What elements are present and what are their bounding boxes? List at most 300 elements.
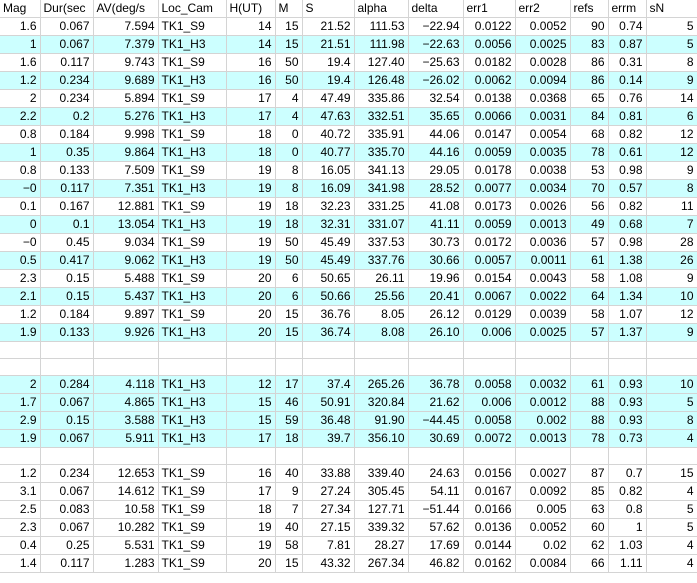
table-cell[interactable]: 331.25 [354,198,408,216]
table-cell[interactable]: 265.26 [354,376,408,394]
table-cell[interactable]: 8 [275,162,302,180]
table-cell[interactable]: 0.0136 [463,519,515,537]
table-cell[interactable]: 15 [275,18,302,36]
empty-cell[interactable] [302,359,354,376]
table-cell[interactable]: 0.0038 [515,162,570,180]
table-cell[interactable]: 58 [570,270,608,288]
table-cell[interactable]: 335.70 [354,144,408,162]
table-cell[interactable]: 7.81 [302,537,354,555]
empty-cell[interactable] [570,448,608,465]
table-cell[interactable]: 0.82 [608,483,646,501]
table-cell[interactable]: 0.0166 [463,501,515,519]
table-cell[interactable]: 57.62 [408,519,463,537]
table-cell[interactable]: 1.03 [608,537,646,555]
table-cell[interactable]: 0.0059 [463,144,515,162]
table-cell[interactable]: 25.56 [354,288,408,306]
table-cell[interactable]: 78 [570,430,608,448]
table-cell[interactable]: 24.63 [408,465,463,483]
table-cell[interactable]: 0.117 [40,180,93,198]
table-cell[interactable]: 10.58 [93,501,158,519]
table-cell[interactable]: 57 [570,234,608,252]
table-cell[interactable]: 86 [570,72,608,90]
table-cell[interactable]: TK1_H3 [158,72,226,90]
table-cell[interactable]: 19 [226,162,275,180]
table-cell[interactable]: 0.0026 [515,198,570,216]
table-cell[interactable]: 62 [570,537,608,555]
empty-cell[interactable] [275,448,302,465]
table-cell[interactable]: 68 [570,126,608,144]
table-cell[interactable]: 5 [646,36,697,54]
table-cell[interactable]: 335.86 [354,90,408,108]
table-cell[interactable]: 331.07 [354,216,408,234]
table-cell[interactable]: 28.27 [354,537,408,555]
table-cell[interactable]: 65 [570,90,608,108]
table-cell[interactable]: 0.8 [0,126,40,144]
table-cell[interactable]: 18 [226,501,275,519]
table-cell[interactable]: 5 [646,18,697,36]
table-cell[interactable]: 0.067 [40,18,93,36]
table-cell[interactable]: 21.51 [302,36,354,54]
table-cell[interactable]: 32.31 [302,216,354,234]
table-cell[interactable]: TK1_H3 [158,180,226,198]
column-header[interactable]: AV(deg/s [93,0,158,18]
table-cell[interactable]: −44.45 [408,412,463,430]
table-cell[interactable]: 16.09 [302,180,354,198]
table-cell[interactable]: 27.34 [302,501,354,519]
table-cell[interactable]: 12 [226,376,275,394]
table-cell[interactable]: 17 [226,90,275,108]
table-cell[interactable]: 2.5 [0,501,40,519]
table-cell[interactable]: 0.005 [515,501,570,519]
table-cell[interactable]: 64 [570,288,608,306]
table-cell[interactable]: 1.37 [608,324,646,342]
table-cell[interactable]: 30.73 [408,234,463,252]
table-cell[interactable]: 43.32 [302,555,354,573]
empty-cell[interactable] [40,359,93,376]
table-cell[interactable]: 0.0167 [463,483,515,501]
table-cell[interactable]: 0.0012 [515,394,570,412]
table-cell[interactable]: 10.282 [93,519,158,537]
table-cell[interactable]: 8 [646,180,697,198]
table-cell[interactable]: TK1_H3 [158,252,226,270]
table-cell[interactable]: 29.05 [408,162,463,180]
empty-cell[interactable] [646,342,697,359]
empty-cell[interactable] [608,342,646,359]
table-cell[interactable]: 0.0052 [515,519,570,537]
table-cell[interactable]: 0.067 [40,36,93,54]
table-cell[interactable]: 0.0162 [463,555,515,573]
table-cell[interactable]: 341.13 [354,162,408,180]
table-cell[interactable]: 0.98 [608,162,646,180]
table-cell[interactable]: TK1_H3 [158,144,226,162]
table-cell[interactable]: 18 [226,126,275,144]
table-cell[interactable]: 127.40 [354,54,408,72]
table-cell[interactable]: 0.0122 [463,18,515,36]
empty-cell[interactable] [40,448,93,465]
table-cell[interactable]: 0.0013 [515,216,570,234]
table-cell[interactable]: TK1_S9 [158,162,226,180]
table-cell[interactable]: 19 [226,252,275,270]
table-cell[interactable]: 0.0011 [515,252,570,270]
empty-cell[interactable] [515,342,570,359]
table-cell[interactable]: 3.588 [93,412,158,430]
table-cell[interactable]: 332.51 [354,108,408,126]
table-cell[interactable]: 1.6 [0,54,40,72]
table-cell[interactable]: −26.02 [408,72,463,90]
table-cell[interactable]: 0.0058 [463,412,515,430]
table-cell[interactable]: 4 [646,430,697,448]
table-cell[interactable]: TK1_S9 [158,519,226,537]
table-cell[interactable]: 1.34 [608,288,646,306]
empty-cell[interactable] [354,448,408,465]
table-cell[interactable]: 9 [646,162,697,180]
table-cell[interactable]: 6 [275,288,302,306]
table-cell[interactable]: 111.98 [354,36,408,54]
column-header[interactable]: delta [408,0,463,18]
table-cell[interactable]: 0.0059 [463,216,515,234]
table-cell[interactable]: 15 [226,394,275,412]
table-cell[interactable]: 0.0034 [515,180,570,198]
table-cell[interactable]: TK1_S9 [158,234,226,252]
table-cell[interactable]: 12.653 [93,465,158,483]
table-cell[interactable]: 341.98 [354,180,408,198]
table-cell[interactable]: 0.0013 [515,430,570,448]
column-header[interactable]: refs [570,0,608,18]
empty-cell[interactable] [570,342,608,359]
table-cell[interactable]: 61 [570,376,608,394]
table-cell[interactable]: 10 [646,288,697,306]
table-cell[interactable]: 0.284 [40,376,93,394]
table-cell[interactable]: 21.52 [302,18,354,36]
table-cell[interactable]: 40 [275,519,302,537]
table-cell[interactable]: 1.9 [0,324,40,342]
column-header[interactable]: err1 [463,0,515,18]
table-cell[interactable]: TK1_H3 [158,412,226,430]
table-cell[interactable]: 33.88 [302,465,354,483]
table-cell[interactable]: 16 [226,54,275,72]
table-cell[interactable]: 19 [226,198,275,216]
table-cell[interactable]: 0.0129 [463,306,515,324]
empty-cell[interactable] [0,359,40,376]
table-cell[interactable]: 320.84 [354,394,408,412]
table-cell[interactable]: 9.689 [93,72,158,90]
table-cell[interactable]: 0.006 [463,324,515,342]
table-cell[interactable]: 46.82 [408,555,463,573]
table-cell[interactable]: 0.083 [40,501,93,519]
table-cell[interactable]: 40 [275,465,302,483]
empty-cell[interactable] [275,359,302,376]
table-cell[interactable]: 4 [646,555,697,573]
table-cell[interactable]: 50 [275,252,302,270]
table-cell[interactable]: 26 [646,252,697,270]
table-cell[interactable]: TK1_H3 [158,324,226,342]
table-cell[interactable]: 26.11 [354,270,408,288]
table-cell[interactable]: 0.0039 [515,306,570,324]
table-cell[interactable]: 45.49 [302,234,354,252]
empty-cell[interactable] [226,359,275,376]
table-cell[interactable]: 0.0178 [463,162,515,180]
table-cell[interactable]: 0.234 [40,72,93,90]
table-cell[interactable]: 0.0032 [515,376,570,394]
table-cell[interactable]: 335.91 [354,126,408,144]
table-cell[interactable]: 16 [226,72,275,90]
column-header[interactable]: H(UT) [226,0,275,18]
table-cell[interactable]: 12.881 [93,198,158,216]
table-cell[interactable]: 0.02 [515,537,570,555]
table-cell[interactable]: 0.0156 [463,465,515,483]
column-header[interactable]: errm [608,0,646,18]
table-cell[interactable]: 0.133 [40,324,93,342]
table-cell[interactable]: 12 [646,144,697,162]
table-cell[interactable]: TK1_H3 [158,288,226,306]
table-cell[interactable]: 0.0062 [463,72,515,90]
table-cell[interactable]: 41.08 [408,198,463,216]
table-cell[interactable]: 9.062 [93,252,158,270]
table-cell[interactable]: 15 [275,306,302,324]
table-cell[interactable]: TK1_S9 [158,483,226,501]
table-cell[interactable]: 0.68 [608,216,646,234]
table-cell[interactable]: 0.82 [608,198,646,216]
table-cell[interactable]: TK1_S9 [158,501,226,519]
table-cell[interactable]: 0.76 [608,90,646,108]
table-cell[interactable]: 1.2 [0,72,40,90]
table-cell[interactable]: 337.76 [354,252,408,270]
empty-cell[interactable] [408,448,463,465]
table-cell[interactable]: 9.897 [93,306,158,324]
table-cell[interactable]: 1.4 [0,555,40,573]
table-cell[interactable]: 337.53 [354,234,408,252]
table-cell[interactable]: 0.0154 [463,270,515,288]
table-cell[interactable]: TK1_H3 [158,108,226,126]
table-cell[interactable]: 0.4 [0,537,40,555]
table-cell[interactable]: 356.10 [354,430,408,448]
table-cell[interactable]: 15 [226,412,275,430]
table-cell[interactable]: 50 [275,72,302,90]
table-cell[interactable]: 5.531 [93,537,158,555]
empty-cell[interactable] [40,342,93,359]
table-cell[interactable]: 2 [0,90,40,108]
table-cell[interactable]: 44.16 [408,144,463,162]
empty-cell[interactable] [515,448,570,465]
table-cell[interactable]: 53 [570,162,608,180]
table-cell[interactable]: 0.8 [0,162,40,180]
table-cell[interactable]: 0.5 [0,252,40,270]
table-cell[interactable]: 0.0035 [515,144,570,162]
table-cell[interactable]: 32.54 [408,90,463,108]
table-cell[interactable]: 1.08 [608,270,646,288]
empty-cell[interactable] [408,342,463,359]
table-cell[interactable]: 9 [646,324,697,342]
table-cell[interactable]: 14 [226,18,275,36]
table-cell[interactable]: 0.184 [40,306,93,324]
table-cell[interactable]: TK1_S9 [158,465,226,483]
table-cell[interactable]: 7 [646,216,697,234]
table-cell[interactable]: TK1_H3 [158,430,226,448]
table-cell[interactable]: 4 [275,108,302,126]
table-cell[interactable]: 12 [646,306,697,324]
table-cell[interactable]: 0.82 [608,126,646,144]
table-cell[interactable]: −25.63 [408,54,463,72]
table-cell[interactable]: 0.117 [40,555,93,573]
table-cell[interactable]: 11 [646,198,697,216]
table-cell[interactable]: 58 [570,306,608,324]
table-cell[interactable]: 10 [646,376,697,394]
table-cell[interactable]: 15 [646,465,697,483]
table-cell[interactable]: TK1_S9 [158,306,226,324]
table-cell[interactable]: 17 [226,108,275,126]
table-cell[interactable]: TK1_S9 [158,54,226,72]
table-cell[interactable]: 5 [646,501,697,519]
column-header[interactable]: S [302,0,354,18]
table-cell[interactable]: 36.78 [408,376,463,394]
table-cell[interactable]: 7 [275,501,302,519]
table-cell[interactable]: 66 [570,555,608,573]
table-cell[interactable]: 8.05 [354,306,408,324]
table-cell[interactable]: 5.911 [93,430,158,448]
table-cell[interactable]: 0.184 [40,126,93,144]
table-cell[interactable]: 0.31 [608,54,646,72]
table-cell[interactable]: 0.15 [40,412,93,430]
table-cell[interactable]: 7.379 [93,36,158,54]
table-cell[interactable]: 0.0054 [515,126,570,144]
column-header[interactable]: err2 [515,0,570,18]
table-cell[interactable]: 305.45 [354,483,408,501]
table-cell[interactable]: 20 [226,555,275,573]
table-cell[interactable]: 60 [570,519,608,537]
table-cell[interactable]: 1.9 [0,430,40,448]
table-cell[interactable]: 49 [570,216,608,234]
empty-cell[interactable] [0,342,40,359]
table-cell[interactable]: 0.93 [608,412,646,430]
table-cell[interactable]: 78 [570,144,608,162]
table-cell[interactable]: 83 [570,36,608,54]
table-cell[interactable]: TK1_H3 [158,36,226,54]
table-cell[interactable]: 5.894 [93,90,158,108]
table-cell[interactable]: 7.594 [93,18,158,36]
table-cell[interactable]: 36.76 [302,306,354,324]
table-cell[interactable]: 41.11 [408,216,463,234]
table-cell[interactable]: 58 [275,537,302,555]
table-cell[interactable]: 19 [226,234,275,252]
empty-cell[interactable] [463,448,515,465]
table-cell[interactable]: 90 [570,18,608,36]
table-cell[interactable]: 0.0022 [515,288,570,306]
table-cell[interactable]: −0 [0,234,40,252]
table-cell[interactable]: 9 [646,270,697,288]
table-cell[interactable]: 28 [646,234,697,252]
empty-cell[interactable] [93,342,158,359]
table-cell[interactable]: 35.65 [408,108,463,126]
table-cell[interactable]: 0.35 [40,144,93,162]
table-cell[interactable]: 61 [570,252,608,270]
column-header[interactable]: Mag [0,0,40,18]
table-cell[interactable]: 0.0147 [463,126,515,144]
table-cell[interactable]: 1 [608,519,646,537]
table-cell[interactable]: 8 [646,54,697,72]
table-cell[interactable]: 4.118 [93,376,158,394]
table-cell[interactable]: 26.12 [408,306,463,324]
table-cell[interactable]: 0.0056 [463,36,515,54]
table-cell[interactable]: 0.0084 [515,555,570,573]
empty-cell[interactable] [515,359,570,376]
table-cell[interactable]: 9 [646,72,697,90]
table-cell[interactable]: 14 [646,90,697,108]
table-cell[interactable]: 0.0144 [463,537,515,555]
empty-cell[interactable] [354,359,408,376]
table-cell[interactable]: 0.0057 [463,252,515,270]
table-cell[interactable]: 0.133 [40,162,93,180]
table-cell[interactable]: 0.0368 [515,90,570,108]
table-cell[interactable]: TK1_S9 [158,537,226,555]
column-header[interactable]: Dur(sec [40,0,93,18]
table-cell[interactable]: 1 [0,36,40,54]
table-cell[interactable]: 15 [275,555,302,573]
table-cell[interactable]: 50 [275,234,302,252]
table-cell[interactable]: 63 [570,501,608,519]
table-cell[interactable]: 0.067 [40,483,93,501]
empty-cell[interactable] [93,448,158,465]
table-cell[interactable]: 70 [570,180,608,198]
table-cell[interactable]: 47.63 [302,108,354,126]
table-cell[interactable]: 14.612 [93,483,158,501]
table-cell[interactable]: 50 [275,54,302,72]
table-cell[interactable]: 45.49 [302,252,354,270]
table-cell[interactable]: 0.1 [0,198,40,216]
table-cell[interactable]: 4 [646,537,697,555]
table-cell[interactable]: 9.034 [93,234,158,252]
table-cell[interactable]: 4 [275,90,302,108]
table-cell[interactable]: 27.15 [302,519,354,537]
table-cell[interactable]: 0.117 [40,54,93,72]
table-cell[interactable]: 19.4 [302,72,354,90]
table-cell[interactable]: 0.14 [608,72,646,90]
table-cell[interactable]: 0.0066 [463,108,515,126]
column-header[interactable]: M [275,0,302,18]
table-cell[interactable]: 0.234 [40,465,93,483]
table-cell[interactable]: 0.067 [40,430,93,448]
table-cell[interactable]: 5.276 [93,108,158,126]
table-cell[interactable]: TK1_S9 [158,126,226,144]
table-cell[interactable]: 59 [275,412,302,430]
table-cell[interactable]: 50.65 [302,270,354,288]
table-cell[interactable]: 9 [275,483,302,501]
table-cell[interactable]: 0.15 [40,270,93,288]
table-cell[interactable]: 1.07 [608,306,646,324]
table-cell[interactable]: 0.0027 [515,465,570,483]
table-cell[interactable]: −22.63 [408,36,463,54]
table-cell[interactable]: 0.0025 [515,36,570,54]
table-cell[interactable]: 0.0182 [463,54,515,72]
table-cell[interactable]: 0.0025 [515,324,570,342]
table-cell[interactable]: 19 [226,537,275,555]
table-cell[interactable]: 32.23 [302,198,354,216]
empty-cell[interactable] [158,359,226,376]
table-cell[interactable]: 20 [226,288,275,306]
table-cell[interactable]: 0.15 [40,288,93,306]
table-cell[interactable]: 8 [275,180,302,198]
table-cell[interactable]: 36.74 [302,324,354,342]
table-cell[interactable]: 0.006 [463,394,515,412]
table-cell[interactable]: 20 [226,324,275,342]
table-cell[interactable]: −0 [0,180,40,198]
table-cell[interactable]: 2.3 [0,270,40,288]
table-cell[interactable]: 111.53 [354,18,408,36]
table-cell[interactable]: 36.48 [302,412,354,430]
table-cell[interactable]: 0.61 [608,144,646,162]
table-cell[interactable]: 339.32 [354,519,408,537]
table-cell[interactable]: 1.2 [0,306,40,324]
table-cell[interactable]: 126.48 [354,72,408,90]
